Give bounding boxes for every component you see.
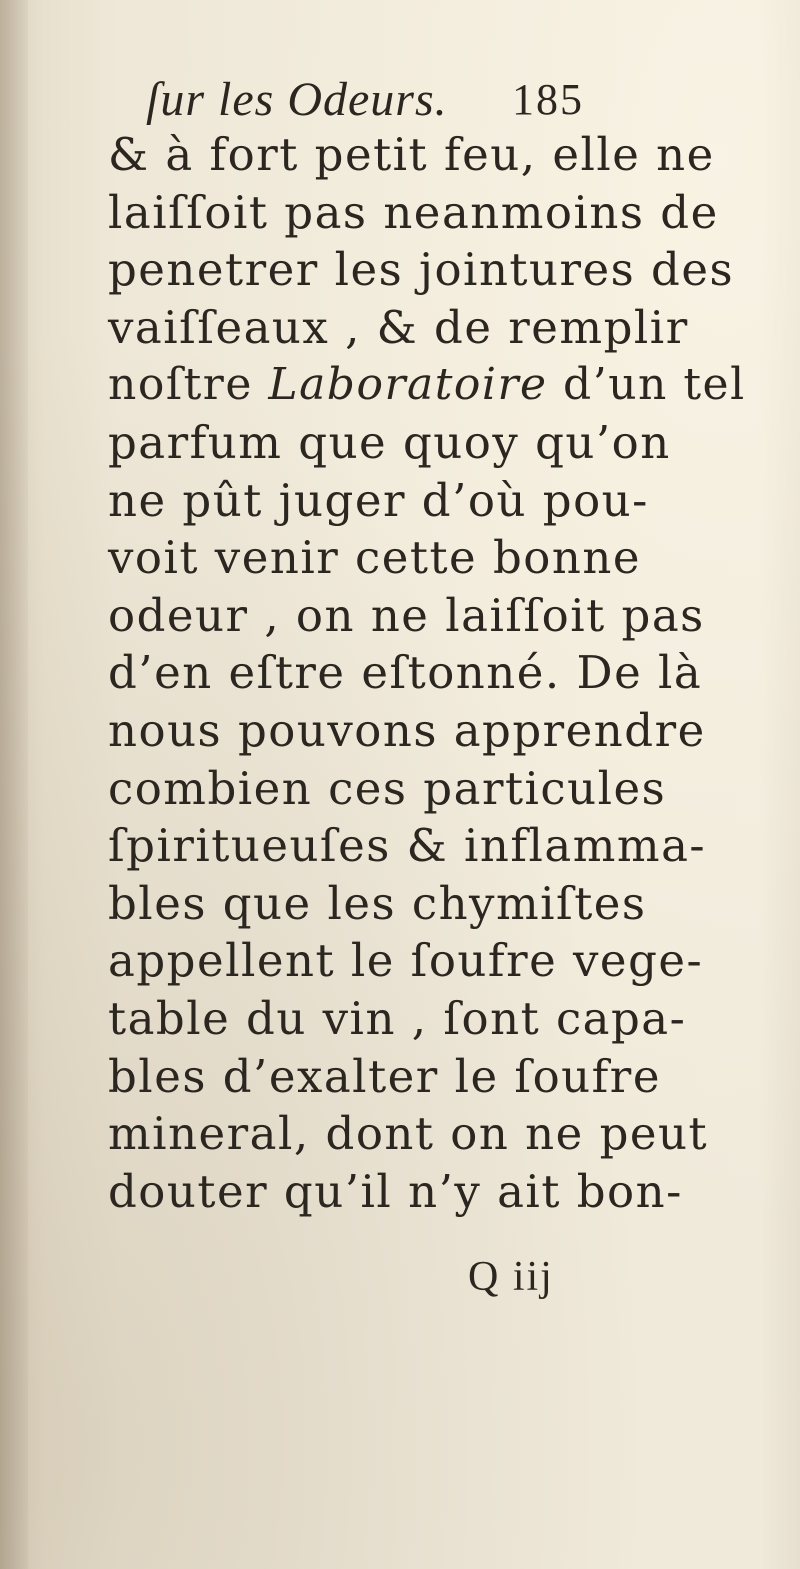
text-line: parfum que quoy qu’on bbox=[108, 415, 671, 469]
text-line: douter qu’il n’y ait bon- bbox=[108, 1164, 683, 1218]
text-line: combien ces particules bbox=[108, 761, 667, 815]
text-line: bles d’exalter le ſoufre bbox=[108, 1049, 661, 1103]
text-line: vaiſſeaux , & de remplir bbox=[108, 300, 689, 354]
text-line: & à fort petit feu, elle ne bbox=[108, 128, 715, 181]
running-head: ſur les Odeurs. bbox=[146, 73, 448, 126]
signature-mark: Q iij bbox=[468, 1254, 554, 1300]
page-gutter-shadow bbox=[0, 0, 28, 1569]
text-line: appellent le ſoufre vege- bbox=[108, 934, 704, 988]
page-header bbox=[0, 72, 800, 132]
body-text bbox=[108, 126, 746, 1220]
text-line: odeur , on ne laiſſoit pas bbox=[108, 588, 705, 642]
text-line: nous pouvons apprendre bbox=[108, 703, 706, 757]
text-line: mineral, dont on ne peut bbox=[108, 1107, 709, 1161]
text-line: bles que les chymiſtes bbox=[108, 876, 647, 930]
page-number: 185 bbox=[512, 75, 584, 124]
text-line: table du vin , ſont capa- bbox=[108, 991, 687, 1045]
text-line: voit venir cette bonne bbox=[108, 531, 641, 585]
text-line: ſpiritueuſes & inflamma- bbox=[108, 819, 707, 873]
text-line: penetrer les jointures des bbox=[108, 243, 735, 297]
text-line: laiſſoit pas neanmoins de bbox=[108, 185, 719, 239]
text-line: noſtre Laboratoire d’un tel bbox=[108, 359, 746, 411]
text-line: d’en eſtre eſtonné. De là bbox=[108, 646, 703, 700]
text-line: ne pût juger d’où pou- bbox=[108, 473, 649, 527]
